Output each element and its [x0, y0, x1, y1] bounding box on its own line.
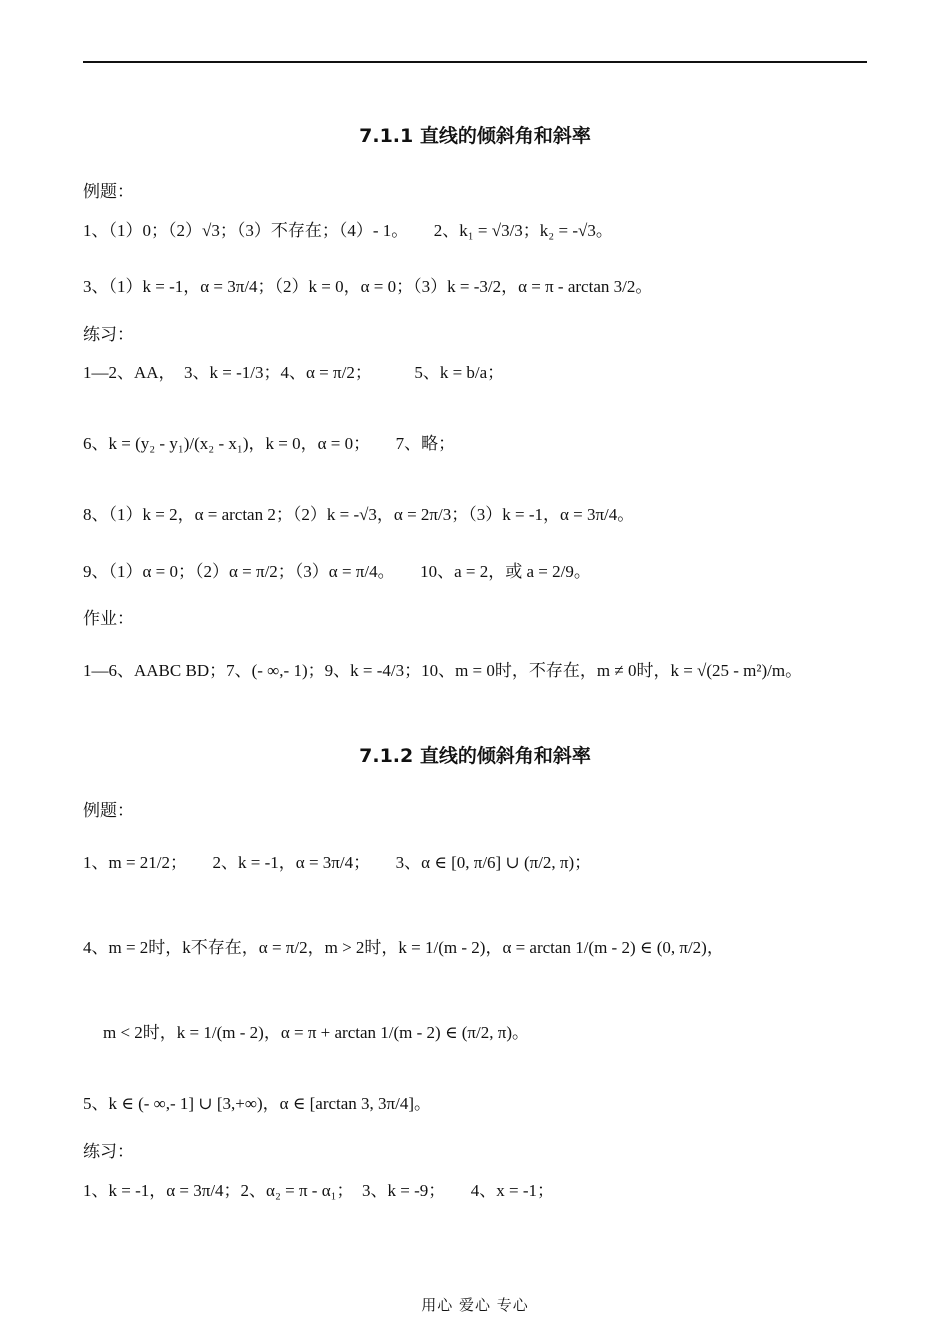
example2-line-3: m < 2时，k = 1/(m - 2)，α = π + arctan 1/(m - 2) ∈ (π/2, π)。 — [103, 1023, 529, 1042]
practice2-line-1: 1、k = -1，α = 3π/4；2、α₂ = π - α₁； 3、k = -9； 4、x = -1； — [83, 1181, 555, 1200]
example-line-2: 3、（1）k = -1，α = 3π/4；（2）k = 0，α = 0；（3）k = -3/2，α = π - arctan 3/2。 — [83, 277, 653, 296]
practice-label: 练习： — [83, 325, 134, 345]
section-title-7-1-2: 7.1.2 直线的倾斜角和斜率 — [359, 745, 591, 767]
example2-line-1: 1、m = 21/2； 2、k = -1，α = 3π/4； 3、α ∈ [0, π/6] ∪ (π/2, π)； — [83, 853, 592, 872]
practice-line-4: 9、（1）α = 0；（2）α = π/2；（3）α = π/4。 10、a = 2，或 a = 2/9。 — [83, 562, 591, 581]
example2-line-2: 4、m = 2时，k不存在，α = π/2，m > 2时，k = 1/(m - 2)，α = arctan 1/(m - 2) ∈ (0, π/2)， — [83, 938, 724, 957]
homework-line-1: 1—6、AABC BD；7、(- ∞,- 1)；9、k = -4/3；10、m = 0时，不存在，m ≠ 0时，k = √(25 - m²)/m。 — [83, 661, 803, 680]
header-rule — [83, 61, 867, 63]
practice-line-1: 1—2、AA， 3、k = -1/3；4、α = π/2； 5、k = b/a； — [83, 363, 505, 382]
practice-label-2: 练习： — [83, 1142, 134, 1162]
section-title-7-1-1: 7.1.1 直线的倾斜角和斜率 — [359, 125, 591, 147]
example-line-1: 1、（1）0；（2）√3；（3）不存在；（4）- 1。 2、k₁ = √3/3；k₂ = -√3。 — [83, 221, 613, 240]
page-footer: 用心 爱心 专心 — [421, 1296, 529, 1314]
practice-line-3: 8、（1）k = 2，α = arctan 2；（2）k = -√3，α = 2π/3；（3）k = -1，α = 3π/4。 — [83, 505, 635, 524]
practice-line-2: 6、k = (y₂ - y₁)/(x₂ - x₁)，k = 0，α = 0； 7、略； — [83, 434, 456, 453]
example2-line-4: 5、k ∈ (- ∞,- 1] ∪ [3,+∞)，α ∈ [arctan 3, 3π/4]。 — [83, 1094, 432, 1113]
examples-label-2: 例题： — [83, 801, 134, 821]
homework-label: 作业： — [83, 609, 134, 629]
examples-label: 例题： — [83, 182, 134, 202]
